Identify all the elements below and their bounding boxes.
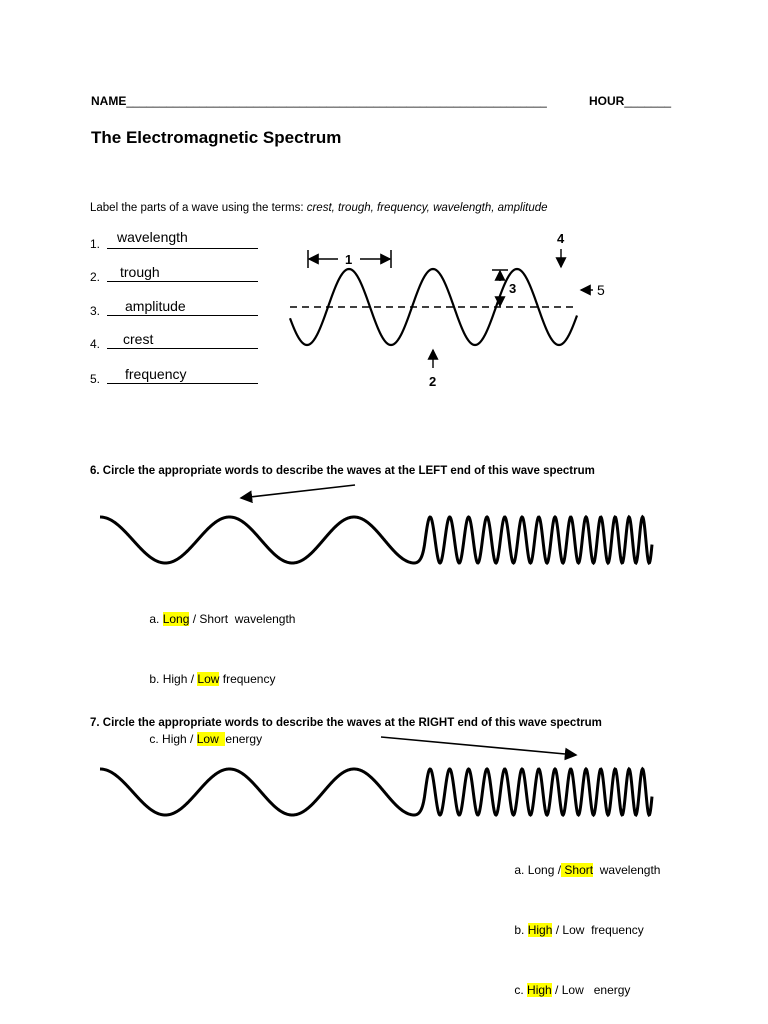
option-choice[interactable]: Long xyxy=(162,612,190,626)
q6-options xyxy=(136,589,295,769)
q6-option-b[interactable] xyxy=(136,649,295,709)
spectrum-wave-left-question xyxy=(100,517,652,563)
q6-option-a[interactable] xyxy=(136,589,295,649)
answer-text[interactable]: trough xyxy=(120,264,160,280)
diagram-label-1: 1 xyxy=(345,252,353,267)
option-choice[interactable]: energy xyxy=(225,732,263,746)
answer-row-2 xyxy=(90,262,265,284)
option-letter: a. xyxy=(149,612,160,626)
diagram-label-3: 3 xyxy=(509,281,517,296)
answer-row-1 xyxy=(90,229,265,251)
hour-label: HOUR xyxy=(589,94,625,108)
instruction-text: Label the parts of a wave using the terms: xyxy=(90,202,304,214)
option-choice[interactable]: frequency xyxy=(219,672,276,686)
answer-number: 1. xyxy=(90,237,101,251)
option-letter: b. xyxy=(514,923,525,937)
answer-row-3 xyxy=(90,296,265,318)
q7-option-c[interactable] xyxy=(501,960,660,1020)
question-6: 6. Circle the appropriate words to describe the waves at the LEFT end of this wave spectrum xyxy=(90,465,595,477)
option-choice[interactable]: Low xyxy=(197,672,220,686)
answer-line xyxy=(107,248,258,249)
left-pointer-arrow xyxy=(241,485,355,498)
answer-row-4 xyxy=(90,329,265,351)
answer-number: 5. xyxy=(90,372,101,386)
q7-options xyxy=(501,840,660,1020)
labeled-wave xyxy=(290,269,577,345)
option-choice[interactable]: / Short wavelength xyxy=(189,612,296,626)
option-choice[interactable]: High xyxy=(527,983,552,997)
answer-text[interactable]: frequency xyxy=(125,366,187,382)
option-choice[interactable]: / Low energy xyxy=(551,983,631,997)
answer-line xyxy=(107,281,258,282)
option-choice[interactable]: High / xyxy=(162,672,198,686)
answer-number: 2. xyxy=(90,270,101,284)
answer-text[interactable]: amplitude xyxy=(125,298,186,314)
option-choice[interactable]: Short xyxy=(561,863,594,877)
name-label: NAME xyxy=(91,94,127,108)
answer-text[interactable]: crest xyxy=(123,331,154,347)
q7-option-a[interactable] xyxy=(501,840,660,900)
answer-line xyxy=(107,315,258,316)
option-choice[interactable]: Long / xyxy=(527,863,562,877)
option-letter: a. xyxy=(514,863,525,877)
label-instruction xyxy=(90,202,548,214)
q7-option-b[interactable] xyxy=(501,900,660,960)
diagram-label-4: 4 xyxy=(557,231,565,246)
answer-row-5 xyxy=(90,364,265,386)
option-choice[interactable]: High xyxy=(527,923,553,937)
option-letter: c. xyxy=(514,983,524,997)
answer-line xyxy=(107,383,258,384)
option-choice[interactable]: Low xyxy=(196,732,226,746)
diagram-label-2: 2 xyxy=(429,374,437,389)
name-blank[interactable]: _______________________________________________________________ xyxy=(126,94,547,108)
hour-field xyxy=(589,94,671,108)
question-7: 7. Circle the appropriate words to describe the waves at the RIGHT end of this wave spectrum xyxy=(90,717,602,729)
answer-number: 4. xyxy=(90,337,101,351)
instruction-terms: crest, trough, frequency, wavelength, amplitude xyxy=(306,202,548,214)
option-choice[interactable]: wavelength xyxy=(593,863,661,877)
option-letter: b. xyxy=(149,672,160,686)
hour-blank[interactable]: _______ xyxy=(624,94,672,108)
right-pointer-arrow xyxy=(381,737,576,755)
answer-line xyxy=(107,348,258,349)
page-title: The Electromagnetic Spectrum xyxy=(91,128,342,147)
option-choice[interactable]: High / xyxy=(162,732,197,746)
answer-number: 3. xyxy=(90,304,101,318)
name-field xyxy=(91,94,547,108)
option-choice[interactable]: / Low frequency xyxy=(552,923,644,937)
answer-text[interactable]: wavelength xyxy=(117,229,188,245)
diagram-label-5: 5 xyxy=(597,282,605,298)
spectrum-wave-right-question xyxy=(100,769,652,815)
option-letter: c. xyxy=(149,732,159,746)
